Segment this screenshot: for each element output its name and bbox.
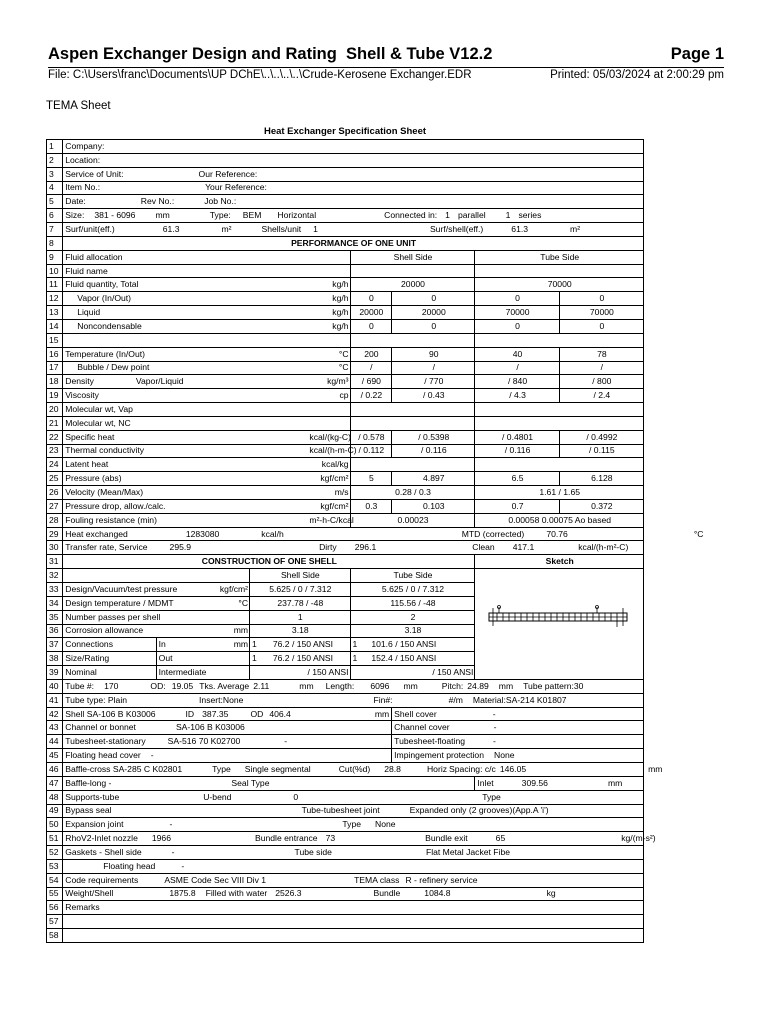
table-row: 23 Thermal conductivity kcal/(h-m-C) / 0.112 / 0.116 / 0.116 / 0.115 <box>47 444 644 458</box>
table-row: 42 Shell SA-106 B K03006 ID 387.35 OD 406.4 mm Shell cover - <box>47 707 644 721</box>
table-row: 11 Fluid quantity, Total kg/h 20000 70000 <box>47 278 644 292</box>
table-row: 10 Fluid name <box>47 264 644 278</box>
spec-table <box>46 139 704 943</box>
table-row: 15 <box>47 333 644 347</box>
table-row: 2 Location: <box>47 153 644 167</box>
table-row: 34 Design temperature / MDMT °C 237.78 / -48 115.56 / -48 <box>47 596 644 610</box>
table-row: 19 Viscosity cp / 0.22 / 0.43 / 4.3 / 2.4 <box>47 389 644 403</box>
tema-sheet-label: TEMA Sheet <box>46 100 111 112</box>
table-row: 13 Liquid kg/h 20000 20000 70000 70000 <box>47 306 644 320</box>
table-row: 43 Channel or bonnet SA-106 B K03006 Channel cover - <box>47 721 644 735</box>
table-row: 25 Pressure (abs) kgf/cm² 5 4.897 6.5 6.128 <box>47 472 644 486</box>
exchanger-sketch <box>475 569 644 680</box>
table-row: 35 Number passes per shell 1 2 <box>47 610 644 624</box>
table-row: 46 Baffle-cross SA-285 C K02801 Type Single segmental Cut(%d) 28.8 Horiz Spacing: c/c 146.05 mm <box>47 762 644 776</box>
table-row: 26 Velocity (Mean/Max) m/s 0.28 / 0.3 1.61 / 1.65 <box>47 486 644 500</box>
table-row: 18 Density Vapor/Liquid kg/m³ / 690 / 770 / 840 / 800 <box>47 375 644 389</box>
table-row: 3 Service of Unit: Our Reference: <box>47 167 644 181</box>
table-row: 6 Size: 381 - 6096 mm Type: BEM Horizontal Connected in: 1 parallel 1 series <box>47 209 644 223</box>
table-row: 49 Bypass seal Tube-tubesheet joint Expanded only (2 grooves)(App.A 'i') <box>47 804 644 818</box>
sheet-title: Heat Exchanger Specification Sheet <box>263 126 427 137</box>
table-row: 33 Design/Vacuum/test pressure kgf/cm² 5.625 / 0 / 7.312 5.625 / 0 / 7.312 <box>47 583 644 597</box>
table-row: 7 Surf/unit(eff.) 61.3 m² Shells/unit 1 Surf/shell(eff.) 61.3 m² <box>47 223 644 237</box>
table-row: 53 Floating head - <box>47 859 644 873</box>
section-heading: CONSTRUCTION OF ONE SHELL <box>63 555 475 569</box>
table-row: 27 Pressure drop, allow./calc. kgf/cm² 0.3 0.103 0.7 0.372 <box>47 499 644 513</box>
table-row: 9 Fluid allocation Shell Side Tube Side <box>47 250 644 264</box>
table-row: 17 Bubble / Dew point °C / / / / <box>47 361 644 375</box>
table-row: 41 Tube type: Plain Insert:None Fin#: #/m Material:SA-214 K01807 <box>47 693 644 707</box>
table-row: 44 Tubesheet-stationary SA-516 70 K02700 - Tubesheet-floating - <box>47 735 644 749</box>
table-row: 14 Noncondensable kg/h 0 0 0 0 <box>47 319 644 333</box>
page-number: Page 1 <box>670 45 724 63</box>
table-row: 37 Connections In mm 1 76.2 / 150 ANSI 1 101.6 / 150 ANSI <box>47 638 644 652</box>
table-row: 36 Corrosion allowance mm 3.18 3.18 <box>47 624 644 638</box>
report-header <box>48 45 724 67</box>
table-row: 12 Vapor (In/Out) kg/h 0 0 0 0 <box>47 292 644 306</box>
tube-bundle-sketch-icon <box>485 605 633 629</box>
printed-timestamp: Printed: 05/03/2024 at 2:00:29 pm <box>550 69 724 81</box>
file-path: File: C:\Users\franc\Documents\UP DChE\..\..\..\..\Crude-Kerosene Exchanger.EDR <box>48 69 472 81</box>
table-row: 45 Floating head cover - Impingement protection None <box>47 749 644 763</box>
table-row: 50 Expansion joint - Type None <box>47 818 644 832</box>
table-row: 20 Molecular wt, Vap <box>47 403 644 417</box>
table-row: 51 RhoV2-Inlet nozzle 1966 Bundle entrance 73 Bundle exit 65 kg/(m-s²) <box>47 832 644 846</box>
table-row: 38 Size/Rating Out 1 76.2 / 150 ANSI 1 152.4 / 150 ANSI <box>47 652 644 666</box>
table-row: 39 Nominal Intermediate / 150 ANSI / 150 ANSI <box>47 666 644 680</box>
table-row: 8 PERFORMANCE OF ONE UNIT <box>47 236 644 250</box>
table-row: 32 Shell Side Tube Side <box>47 569 644 583</box>
table-row: 47 Baffle-long - Seal Type Inlet 309.56 mm <box>47 776 644 790</box>
table-row: 4 Item No.: Your Reference: <box>47 181 644 195</box>
table-row: 24 Latent heat kcal/kg <box>47 458 644 472</box>
app-title: Aspen Exchanger Design and Rating <box>48 45 337 63</box>
report-subheader <box>48 67 724 85</box>
table-row: 1 Company: <box>47 140 644 154</box>
table-row: 54 Code requirements ASME Code Sec VIII Div 1 TEMA class R - refinery service <box>47 873 644 887</box>
table-row: 52 Gaskets - Shell side - Tube side Flat Metal Jacket Fibe <box>47 846 644 860</box>
sketch-heading: Sketch <box>475 555 644 569</box>
table-row: 28 Fouling resistance (min) m²-h-C/kcal 0.00023 0.00058 0.00075 Ao based <box>47 513 644 527</box>
table-row: 48 Supports-tube U-bend 0 Type <box>47 790 644 804</box>
table-row: 40 Tube #: 170 OD: 19.05 Tks. Average 2.11 mm Length: 6096 mm Pitch: 24.89 mm Tube pattern:30 <box>47 679 644 693</box>
table-row: 5 Date: Rev No.: Job No.: <box>47 195 644 209</box>
table-row: 31 CONSTRUCTION OF ONE SHELL Sketch <box>47 555 644 569</box>
table-row: 56 Remarks <box>47 901 644 915</box>
section-heading: PERFORMANCE OF ONE UNIT <box>63 236 644 250</box>
table-row: 21 Molecular wt, NC <box>47 416 644 430</box>
table-row: 57 <box>47 915 644 929</box>
table-row: 30 Transfer rate, Service 295.9 Dirty 296.1 Clean 417.1 kcal/(h-m²-C) <box>47 541 644 555</box>
table-row: 29 Heat exchanged 1283080 kcal/h MTD (corrected) 70.76 °C <box>47 527 644 541</box>
table-row: 55 Weight/Shell 1875.8 Filled with water 2526.3 Bundle 1084.8 kg <box>47 887 644 901</box>
table-row: 16 Temperature (In/Out) °C 200 90 40 78 <box>47 347 644 361</box>
table-row: 58 <box>47 929 644 943</box>
module-title: Shell & Tube V12.2 <box>346 45 493 63</box>
table-row: 22 Specific heat kcal/(kg-C) / 0.578 / 0.5398 / 0.4801 / 0.4992 <box>47 430 644 444</box>
